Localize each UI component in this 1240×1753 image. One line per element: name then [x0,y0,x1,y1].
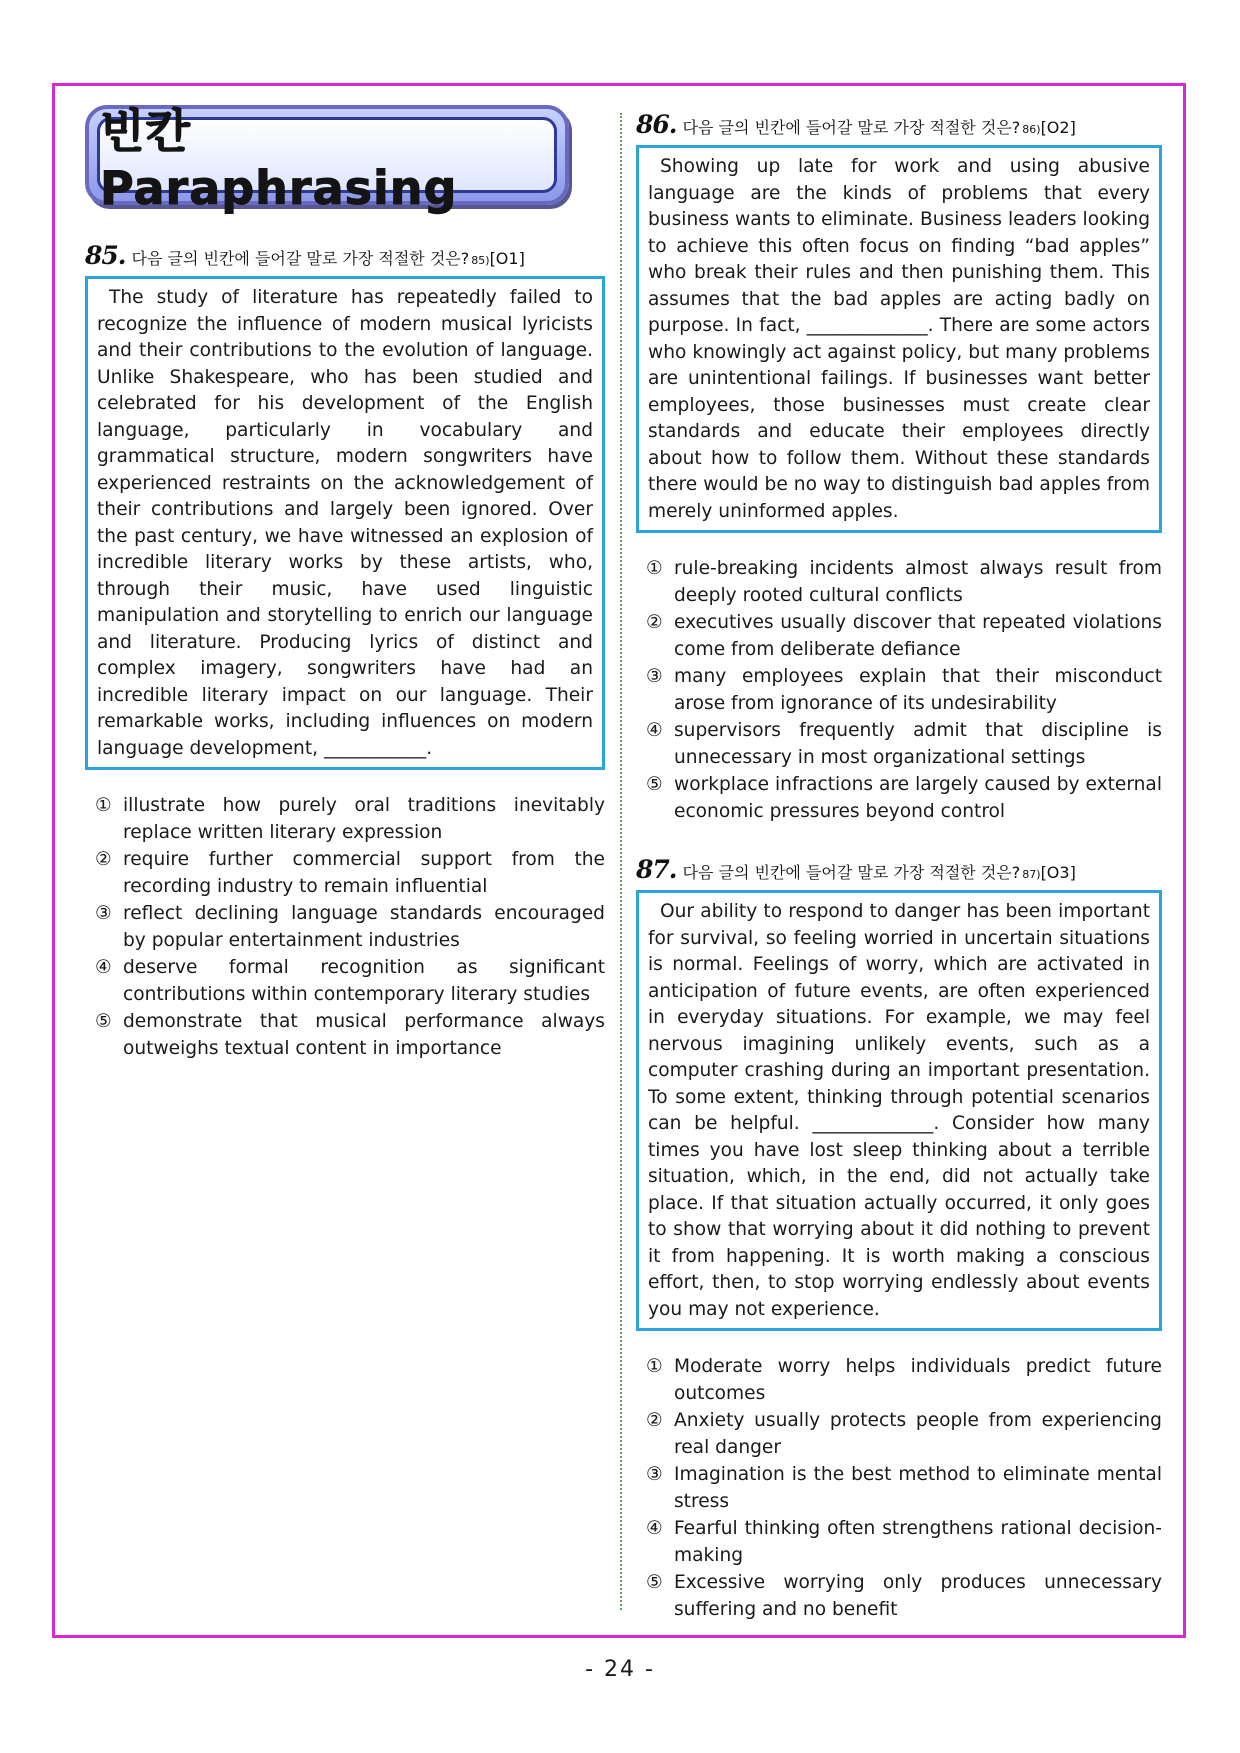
option-text: executives usually discover that repeated violations come from deliberate defiance [674,612,1162,660]
question-tag: [O1] [489,249,525,268]
option-marker: ② [646,1410,663,1431]
option-marker: ① [646,558,663,579]
option-marker: ① [95,795,112,816]
question-header [636,855,1162,884]
question-number: 85. [85,241,126,270]
answer-option[interactable] [646,771,1162,825]
option-text: rule-breaking incidents almost always result from deeply rooted cultural conflicts [674,558,1162,606]
passage-box: Showing up late for work and using abusive language are the kinds of problems that every business wants to eliminate. Business leaders looking to achieve this often focus on finding “bad apples” who break their rules and then punishing them. This assumes that the bad apples are acting badly on purpose. In fact, _____________. There are some actors who knowingly act against policy, but many problems are unintentional failings. If businesses want better employees, those businesses must create clear standards and educate their employees directly about how to follow them. Without these standards there would be no way to distinguish bad apples from merely uninformed apples. [636,145,1162,533]
option-marker: ② [646,612,663,633]
question-instruction: 다음 글의 빈칸에 들어갈 말로 가장 적절한 것은? [682,863,1021,882]
option-text: workplace infractions are largely caused by external economic pressures beyond control [674,774,1162,822]
answer-option[interactable] [646,555,1162,609]
option-text: Excessive worrying only produces unnecessary suffering and no benefit [674,1572,1162,1620]
answer-option[interactable] [646,1353,1162,1407]
answer-option[interactable] [95,846,605,900]
answer-option[interactable] [646,1461,1162,1515]
option-marker: ④ [95,957,112,978]
option-text: deserve formal recognition as significant contributions within contemporary literary studies [123,957,605,1005]
answer-option[interactable] [646,1569,1162,1623]
question-number: 86. [636,110,677,139]
passage-box: The study of literature has repeatedly failed to recognize the influence of modern musical lyricists and their contributions to the evolution of language. Unlike Shakespeare, who has been studied and celebrated for his development of the English language, particularly in vocabulary and grammatical structure, modern songwriters have experienced restraints on the acknowledgement of their contributions and largely been ignored. Over the past century, we have witnessed an explosion of incredible literary works by these artists, who, through their music, have used linguistic manipulation and storytelling to enrich our language and literature. Producing lyrics of distinct and complex imagery, songwriters have had an incredible literary impact on our language. Their remarkable works, including influences on modern language development, ___________. [85,276,605,770]
option-marker: ① [646,1356,663,1377]
answer-option[interactable] [95,792,605,846]
question-header [85,241,605,270]
page-number: - 24 - [585,1657,655,1682]
option-marker: ③ [95,903,112,924]
section-title: 빈칸 Paraphrasing [100,104,458,215]
option-text: supervisors frequently admit that discipline is unnecessary in most organizational settings [674,720,1162,768]
option-text: Imagination is the best method to eliminate mental stress [674,1464,1162,1512]
option-marker: ⑤ [646,1572,663,1593]
question-instruction: 다음 글의 빈칸에 들어갈 말로 가장 적절한 것은? [131,249,470,268]
option-marker: ④ [646,720,663,741]
option-marker: ③ [646,666,663,687]
question-tag: [O3] [1040,863,1076,882]
answer-options [85,792,605,1062]
option-text: demonstrate that musical performance always outweighs textual content in importance [123,1011,605,1059]
option-text: Anxiety usually protects people from experiencing real danger [674,1410,1162,1458]
option-marker: ⑤ [646,774,663,795]
option-text: reflect declining language standards encouraged by popular entertainment industries [123,903,605,951]
answer-options [636,1353,1162,1623]
left-column [85,105,605,1062]
question-86 [636,110,1162,825]
question-instruction: 다음 글의 빈칸에 들어갈 말로 가장 적절한 것은? [682,118,1021,137]
option-text: require further commercial support from the recording industry to remain influential [123,849,605,897]
question-85 [85,241,605,1062]
passage-box: Our ability to respond to danger has been important for survival, so feeling worried in uncertain situations is normal. Feelings of worry, which are activated in anticipation of future events, are often experienced in everyday situations. For example, we may feel nervous imagining unlikely events, such as a computer crashing during an important presentation. To some extent, thinking through potential scenarios can be helpful. _____________. Consider how many times you have lost sleep thinking about a terrible situation, which, in the end, did not actually take place. If that situation actually occurred, it only goes to show that worrying about it did nothing to prevent it from happening. It is worth making a conscious effort, then, to stop worrying endlessly about events you may not experience. [636,890,1162,1331]
option-text: illustrate how purely oral traditions inevitably replace written literary expression [123,795,605,843]
answer-option[interactable] [646,609,1162,663]
option-text: Moderate worry helps individuals predict future outcomes [674,1356,1162,1404]
answer-option[interactable] [95,900,605,954]
question-number: 87. [636,855,677,884]
answer-option[interactable] [646,717,1162,771]
section-banner [85,104,569,215]
answer-option[interactable] [95,1008,605,1062]
question-code: 87) [1022,868,1041,881]
section-banner-inner [97,104,557,215]
option-marker: ③ [646,1464,663,1485]
question-code: 85) [471,254,490,267]
question-header [636,110,1162,139]
option-marker: ② [95,849,112,870]
answer-option[interactable] [95,954,605,1008]
answer-option[interactable] [646,1515,1162,1569]
option-marker: ⑤ [95,1011,112,1032]
question-87 [636,855,1162,1623]
right-column [636,110,1162,1623]
question-code: 86) [1022,123,1041,136]
option-marker: ④ [646,1518,663,1539]
option-text: many employees explain that their misconduct arose from ignorance of its undesirability [674,666,1162,714]
option-text: Fearful thinking often strengthens rational decision-making [674,1518,1162,1566]
answer-options [636,555,1162,825]
answer-option[interactable] [646,1407,1162,1461]
column-divider [620,113,622,1610]
answer-option[interactable] [646,663,1162,717]
question-tag: [O2] [1040,118,1076,137]
